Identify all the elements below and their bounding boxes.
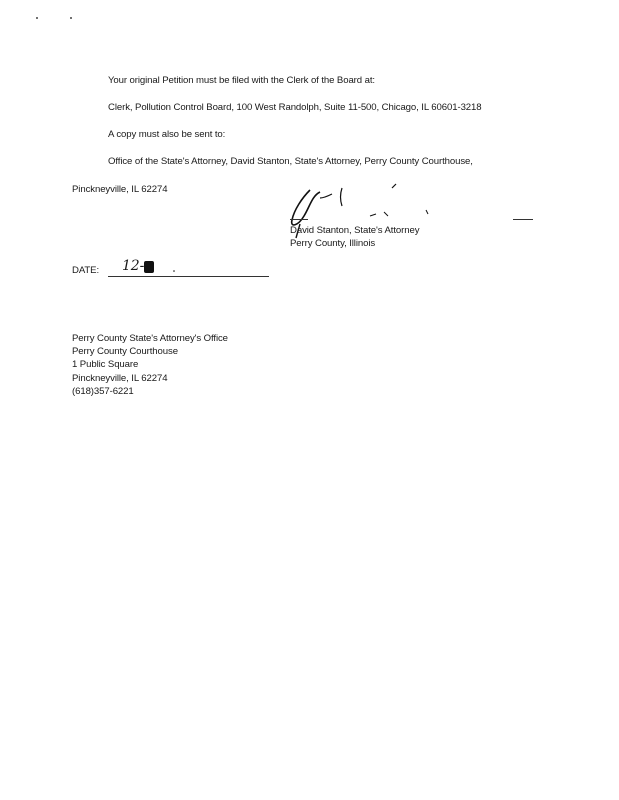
scan-speck — [36, 17, 38, 19]
scan-speck — [70, 17, 72, 19]
footer-address-line4: Pinckneyville, IL 62274 — [72, 373, 168, 384]
attorney-office-line: Office of the State's Attorney, David Stanton, State's Attorney, Perry County Courthouse, — [108, 156, 473, 167]
signer-name-title: David Stanton, State's Attorney — [290, 225, 420, 236]
footer-phone: (618)357-6221 — [72, 386, 134, 397]
footer-address-line1: Perry County State's Attorney's Office — [72, 333, 228, 344]
footer-address-line3: 1 Public Square — [72, 359, 139, 370]
attorney-city: Pinckneyville, IL 62274 — [72, 184, 168, 195]
filing-instruction: Your original Petition must be filed with the Clerk of the Board at: — [108, 75, 375, 86]
signature-line — [290, 219, 308, 220]
date-line — [108, 276, 269, 277]
signature-line — [513, 219, 533, 220]
date-label: DATE: — [72, 265, 100, 276]
signer-county: Perry County, Illinois — [290, 238, 376, 249]
clerk-address: Clerk, Pollution Control Board, 100 West Randolph, Suite 11-500, Chicago, IL 60601-3218 — [108, 102, 482, 113]
date-scribble-icon — [114, 256, 194, 278]
copy-instruction: A copy must also be sent to: — [108, 129, 226, 140]
footer-address-line2: Perry County Courthouse — [72, 346, 178, 357]
date-value: 12- — [122, 258, 145, 274]
